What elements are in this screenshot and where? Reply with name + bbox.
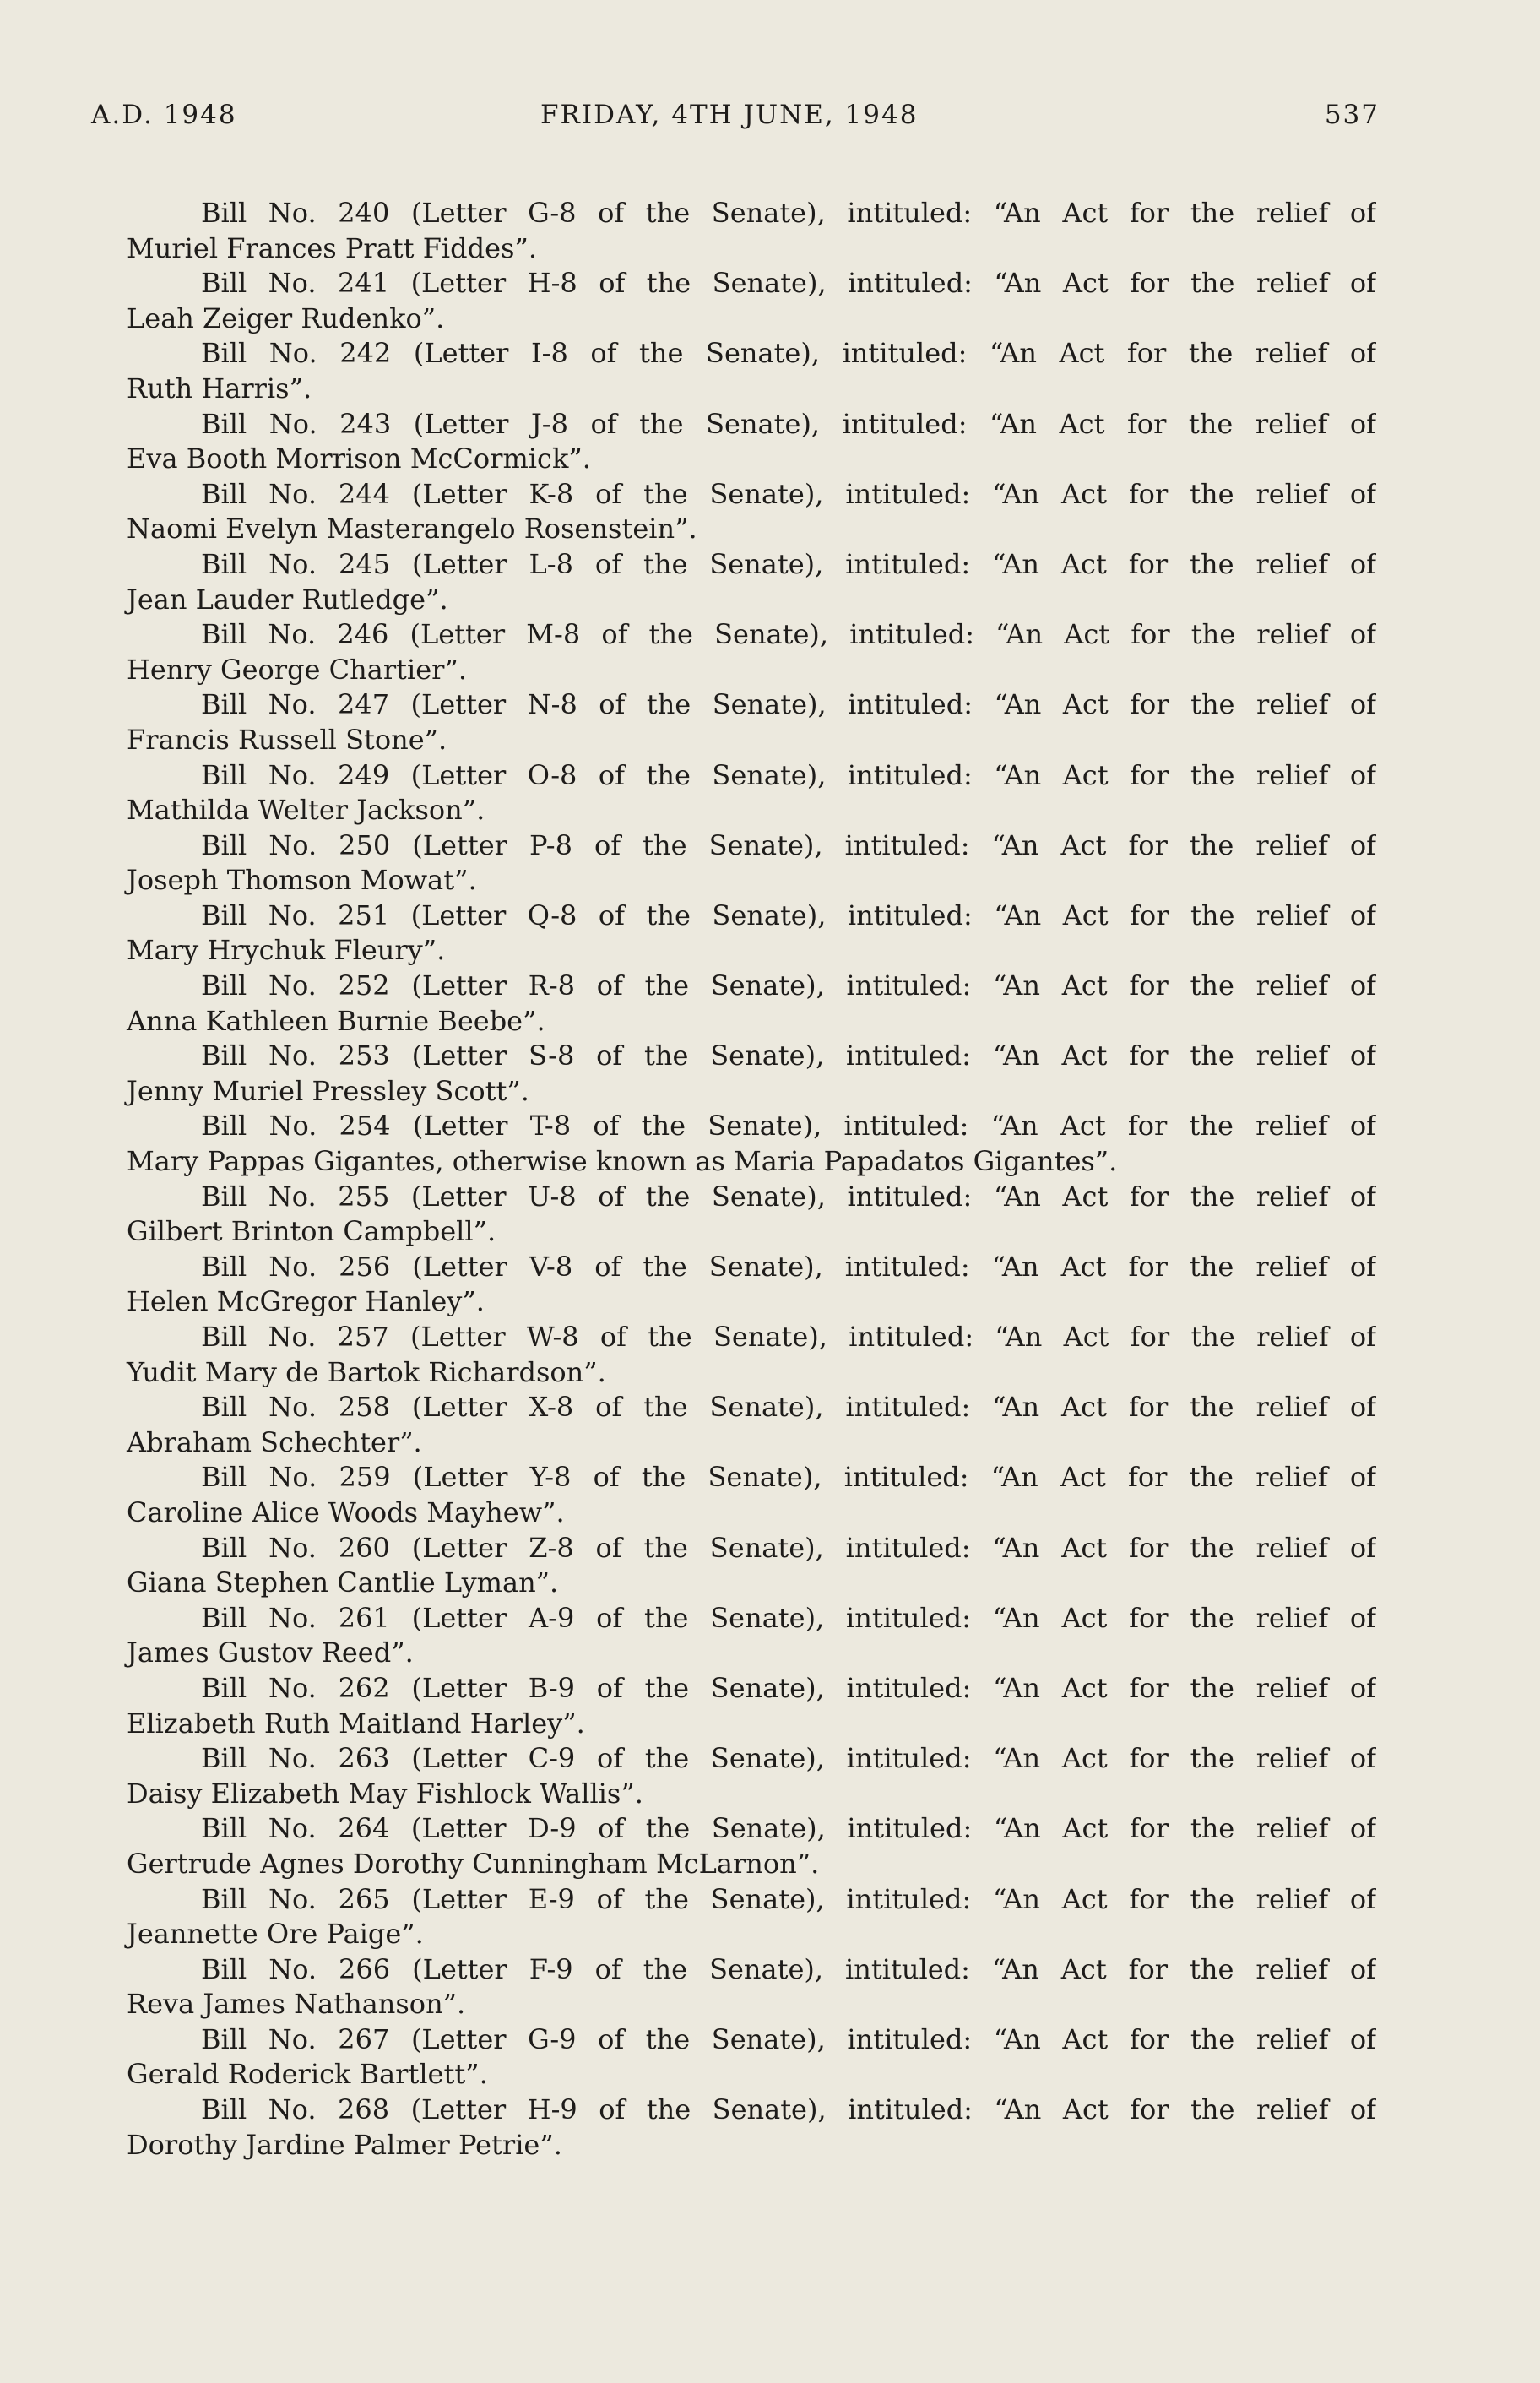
bill-entry-name-line: Reva James Nathanson”. <box>127 1988 466 2021</box>
bill-entry <box>127 407 1376 477</box>
bill-entry-name-line: Dorothy Jardine Palmer Petrie”. <box>127 2128 562 2161</box>
bill-entry <box>127 1671 1376 1741</box>
bill-entry-name-line: Daisy Elizabeth May Fishlock Wallis”. <box>127 1777 643 1810</box>
bill-entry <box>127 1250 1376 1320</box>
bill-entry-first-line: Bill No. 253 (Letter S-8 of the Senate), intituled: “An Act for the relief of <box>201 1040 1376 1072</box>
bill-entry-name-line: Mary Pappas Gigantes, otherwise known as Maria Papadatos Gigantes”. <box>127 1145 1118 1178</box>
bill-entry-first-line: Bill No. 264 (Letter D-9 of the Senate), intituled: “An Act for the relief of <box>201 1812 1376 1845</box>
bill-entry <box>127 1741 1376 1811</box>
bill-entry-name-line: Anna Kathleen Burnie Beebe”. <box>127 1004 545 1037</box>
bill-entry-first-line: Bill No. 268 (Letter H-9 of the Senate), intituled: “An Act for the relief of <box>201 2093 1376 2126</box>
bill-entry <box>127 1109 1376 1179</box>
bill-entry <box>127 1390 1376 1460</box>
bill-entry-name-line: Eva Booth Morrison McCormick”. <box>127 442 591 475</box>
page-number: 537 <box>1324 100 1380 130</box>
bill-entry-name-line: Helen McGregor Hanley”. <box>127 1285 485 1318</box>
bill-entry <box>127 1601 1376 1671</box>
bill-entry <box>127 336 1376 406</box>
bill-entry-name-line: Naomi Evelyn Masterangelo Rosenstein”. <box>127 513 697 546</box>
bill-entry <box>127 1180 1376 1250</box>
bill-entry <box>127 1811 1376 1881</box>
bill-entry-first-line: Bill No. 261 (Letter A-9 of the Senate), intituled: “An Act for the relief of <box>201 1601 1376 1634</box>
bill-entry-name-line: Elizabeth Ruth Maitland Harley”. <box>127 1707 585 1740</box>
bill-entry-first-line: Bill No. 240 (Letter G-8 of the Senate), intituled: “An Act for the relief of <box>201 197 1376 229</box>
bill-entry-name-line: Jeannette Ore Paige”. <box>127 1918 424 1951</box>
bill-entry-first-line: Bill No. 255 (Letter U-8 of the Senate), intituled: “An Act for the relief of <box>201 1180 1376 1213</box>
bill-entry-first-line: Bill No. 246 (Letter M-8 of the Senate), intituled: “An Act for the relief of <box>201 618 1376 651</box>
bill-list <box>127 196 1376 2163</box>
bill-entry <box>127 477 1376 547</box>
bill-entry-name-line: James Gustov Reed”. <box>127 1637 414 1669</box>
bill-entry-name-line: Jenny Muriel Pressley Scott”. <box>127 1074 529 1107</box>
bill-entry-name-line: Mathilda Welter Jackson”. <box>127 794 485 827</box>
bill-entry-first-line: Bill No. 247 (Letter N-8 of the Senate), intituled: “An Act for the relief of <box>201 688 1376 721</box>
bill-entry-name-line: Gerald Roderick Bartlett”. <box>127 2058 488 2091</box>
bill-entry-name-line: Henry George Chartier”. <box>127 653 467 686</box>
bill-entry-first-line: Bill No. 262 (Letter B-9 of the Senate), intituled: “An Act for the relief of <box>201 1671 1376 1704</box>
bill-entry <box>127 1952 1376 2022</box>
bill-entry-first-line: Bill No. 245 (Letter L-8 of the Senate), intituled: “An Act for the relief of <box>201 547 1376 580</box>
bill-entry-name-line: Francis Russell Stone”. <box>127 723 447 756</box>
bill-entry-first-line: Bill No. 252 (Letter R-8 of the Senate), intituled: “An Act for the relief of <box>201 969 1376 1002</box>
bill-entry-name-line: Gilbert Brinton Campbell”. <box>127 1215 496 1248</box>
bill-entry-name-line: Leah Zeiger Rudenko”. <box>127 301 445 334</box>
bill-entry-first-line: Bill No. 263 (Letter C-9 of the Senate), intituled: “An Act for the relief of <box>201 1742 1376 1775</box>
bill-entry-first-line: Bill No. 242 (Letter I-8 of the Senate), intituled: “An Act for the relief of <box>201 337 1376 370</box>
bill-entry-first-line: Bill No. 243 (Letter J-8 of the Senate), intituled: “An Act for the relief of <box>201 407 1376 440</box>
bill-entry-first-line: Bill No. 241 (Letter H-8 of the Senate), intituled: “An Act for the relief of <box>201 267 1376 300</box>
bill-entry <box>127 1460 1376 1530</box>
bill-entry-name-line: Gertrude Agnes Dorothy Cunningham McLarnon”. <box>127 1847 820 1880</box>
bill-entry-first-line: Bill No. 260 (Letter Z-8 of the Senate), intituled: “An Act for the relief of <box>201 1531 1376 1564</box>
bill-entry-first-line: Bill No. 265 (Letter E-9 of the Senate), intituled: “An Act for the relief of <box>201 1882 1376 1915</box>
bill-entry <box>127 898 1376 969</box>
bill-entry <box>127 2093 1376 2163</box>
bill-entry <box>127 2022 1376 2093</box>
bill-entry-first-line: Bill No. 254 (Letter T-8 of the Senate), intituled: “An Act for the relief of <box>201 1110 1376 1143</box>
bill-entry-name-line: Abraham Schechter”. <box>127 1425 422 1458</box>
bill-entry <box>127 196 1376 266</box>
bill-entry-first-line: Bill No. 257 (Letter W-8 of the Senate), intituled: “An Act for the relief of <box>201 1321 1376 1353</box>
header-date: FRIDAY, 4TH JUNE, 1948 <box>540 100 919 130</box>
bill-entry-first-line: Bill No. 256 (Letter V-8 of the Senate), intituled: “An Act for the relief of <box>201 1250 1376 1283</box>
bill-entry-first-line: Bill No. 251 (Letter Q-8 of the Senate), intituled: “An Act for the relief of <box>201 898 1376 931</box>
bill-entry <box>127 617 1376 687</box>
bill-entry-first-line: Bill No. 259 (Letter Y-8 of the Senate), intituled: “An Act for the relief of <box>201 1461 1376 1494</box>
bill-entry-name-line: Giana Stephen Cantlie Lyman”. <box>127 1566 559 1599</box>
bill-entry <box>127 1531 1376 1601</box>
bill-entry-name-line: Caroline Alice Woods Mayhew”. <box>127 1495 565 1528</box>
bill-entry <box>127 1882 1376 1952</box>
bill-entry-name-line: Yudit Mary de Bartok Richardson”. <box>127 1355 606 1388</box>
bill-entry-name-line: Ruth Harris”. <box>127 372 312 404</box>
running-header <box>91 100 1380 142</box>
bill-entry <box>127 1320 1376 1390</box>
bill-entry <box>127 828 1376 898</box>
bill-entry <box>127 1039 1376 1109</box>
bill-entry-first-line: Bill No. 244 (Letter K-8 of the Senate), intituled: “An Act for the relief of <box>201 477 1376 510</box>
header-year: A.D. 1948 <box>91 100 237 130</box>
bill-entry-name-line: Joseph Thomson Mowat”. <box>127 864 477 897</box>
bill-entry-first-line: Bill No. 267 (Letter G-9 of the Senate), intituled: “An Act for the relief of <box>201 2022 1376 2055</box>
bill-entry-name-line: Muriel Frances Pratt Fiddes”. <box>127 231 537 264</box>
bill-entry <box>127 969 1376 1039</box>
bill-entry-first-line: Bill No. 266 (Letter F-9 of the Senate), intituled: “An Act for the relief of <box>201 1952 1376 1985</box>
bill-entry-first-line: Bill No. 250 (Letter P-8 of the Senate), intituled: “An Act for the relief of <box>201 828 1376 861</box>
bill-entry <box>127 266 1376 336</box>
bill-entry-first-line: Bill No. 258 (Letter X-8 of the Senate), intituled: “An Act for the relief of <box>201 1391 1376 1424</box>
bill-entry <box>127 687 1376 757</box>
bill-entry-name-line: Jean Lauder Rutledge”. <box>127 583 448 616</box>
bill-entry-first-line: Bill No. 249 (Letter O-8 of the Senate), intituled: “An Act for the relief of <box>201 758 1376 791</box>
bill-entry <box>127 758 1376 828</box>
bill-entry-name-line: Mary Hrychuk Fleury”. <box>127 934 446 967</box>
bill-entry <box>127 547 1376 617</box>
